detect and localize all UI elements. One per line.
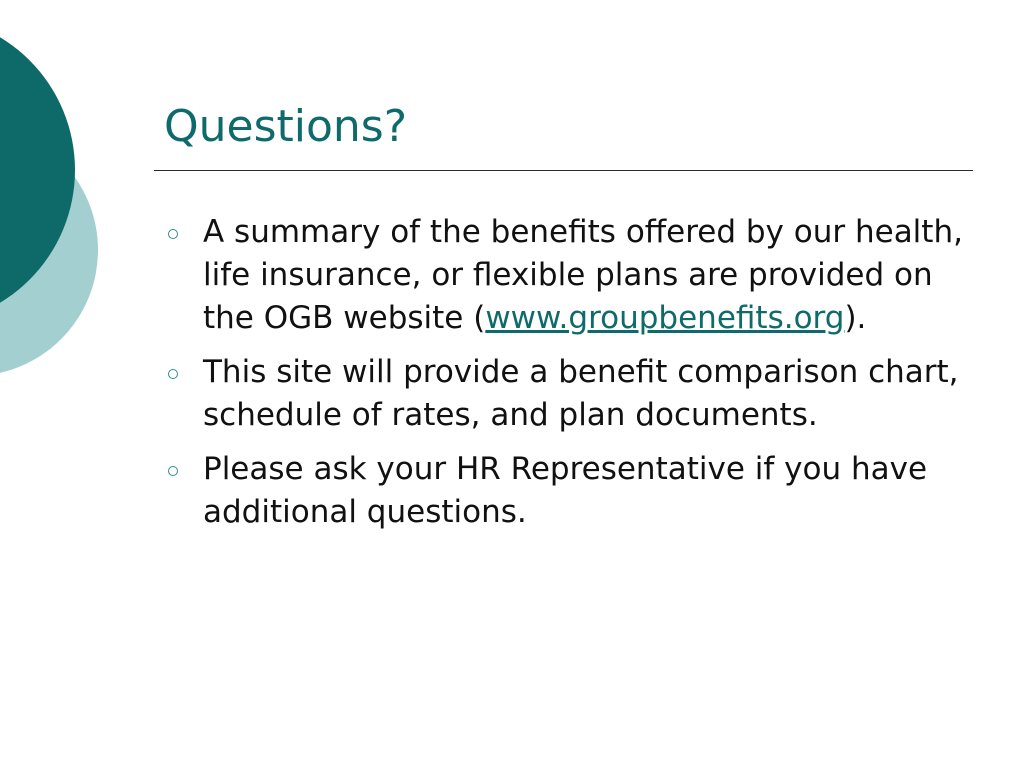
bullet-text-end: ). (844, 300, 867, 336)
title-divider (154, 170, 973, 171)
bullet-text: Please ask your HR Representative if you have additional questions. (203, 451, 928, 530)
decorative-circles (0, 0, 120, 420)
hollow-circle-bullet-icon (168, 229, 178, 239)
slide-title: Questions? (164, 101, 408, 152)
bullet-item (162, 448, 972, 534)
website-link[interactable]: www.groupbenefits.org (485, 300, 845, 336)
hollow-circle-bullet-icon (168, 369, 178, 379)
bullet-list (162, 211, 972, 545)
bullet-item (162, 351, 972, 437)
bullet-text: A summary of the benefits offered by our health, life insurance, or flexible plans are provided on the OGB website ( (203, 214, 963, 336)
hollow-circle-bullet-icon (168, 466, 178, 476)
bullet-text: This site will provide a benefit comparison chart, schedule of rates, and plan documents. (203, 354, 959, 433)
bullet-item (162, 211, 972, 340)
